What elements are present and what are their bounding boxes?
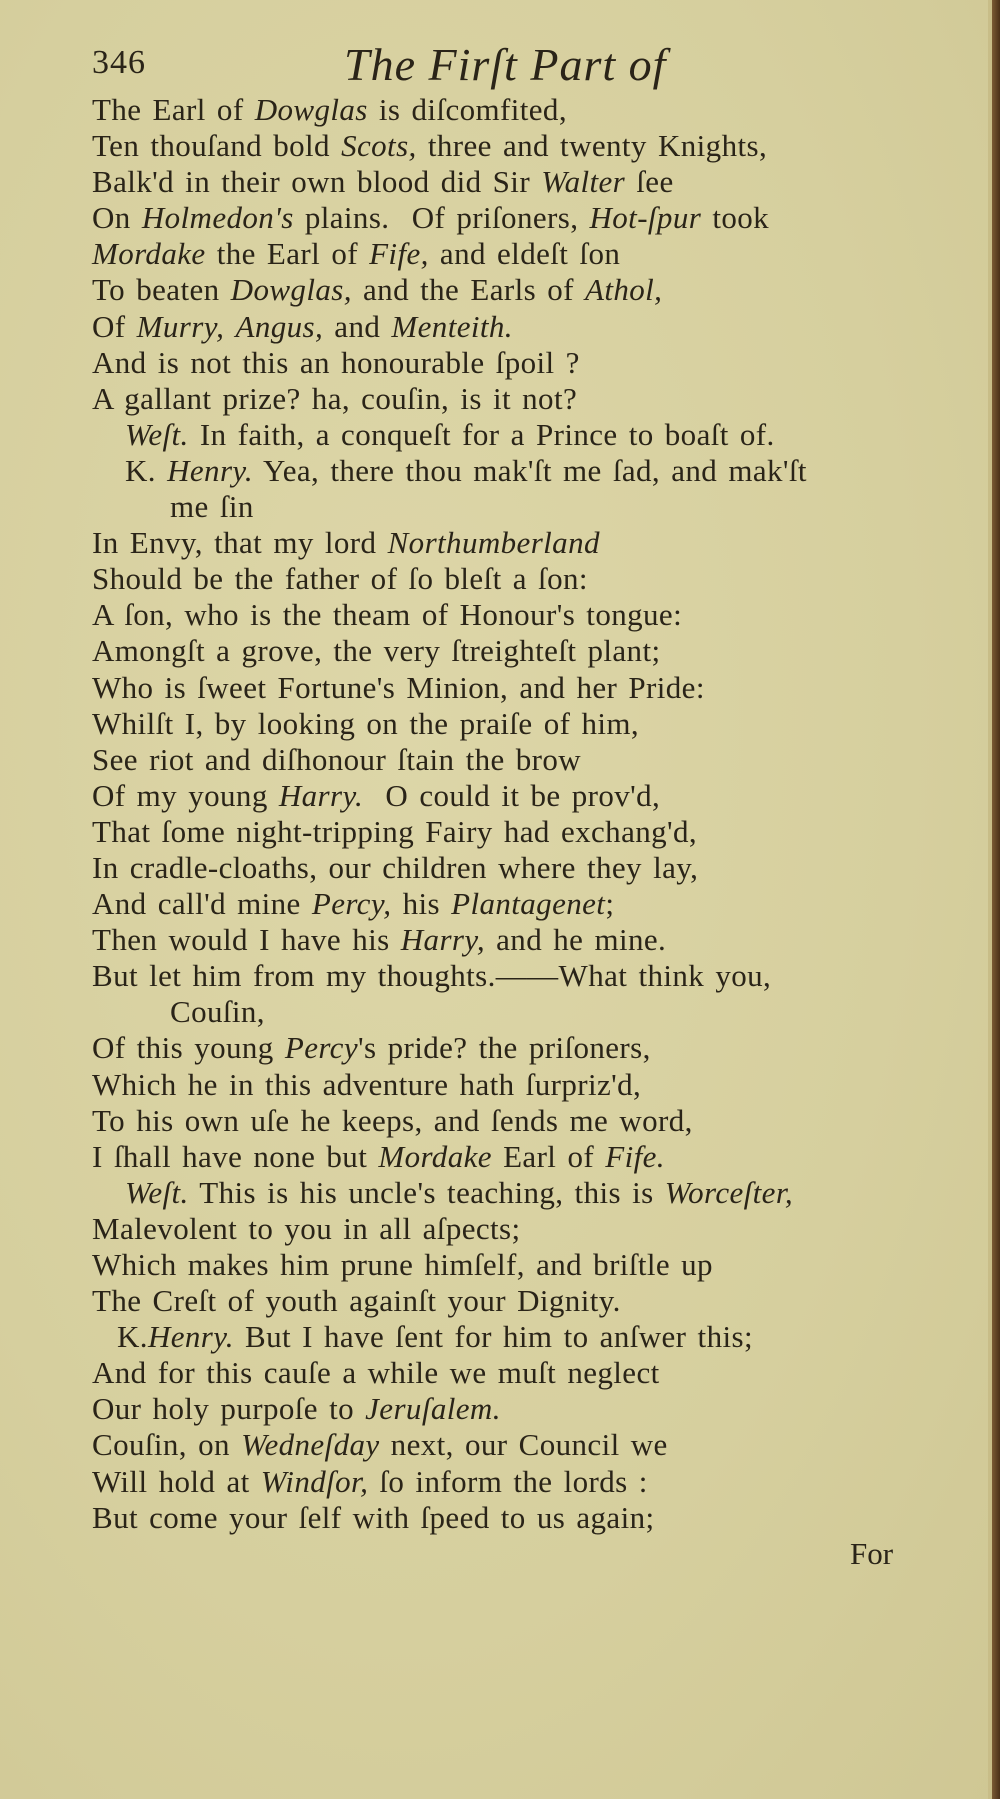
verse-line xyxy=(92,706,972,742)
line-text: Balk'd in their own blood did Sir xyxy=(92,164,542,200)
verse-line xyxy=(92,1427,972,1463)
line-text: The Creſt of youth againſt your Dignity. xyxy=(92,1283,621,1319)
line-text: next, our Council we xyxy=(379,1427,668,1463)
verse-line xyxy=(92,561,972,597)
italic-name: Plantagenet xyxy=(451,886,606,922)
italic-name: Dowglas, xyxy=(230,272,352,308)
italic-name: Holmedon's xyxy=(141,200,294,236)
line-text: The Earl of xyxy=(92,92,255,127)
verse-line xyxy=(92,200,972,236)
line-text: I ſhall have none but xyxy=(92,1138,379,1174)
verse-line xyxy=(92,525,972,561)
line-text: Then would I have his xyxy=(92,922,401,958)
line-text: But come your ſelf with ſpeed to us again; xyxy=(92,1499,655,1535)
line-text: me ſin xyxy=(170,489,254,525)
verse-text xyxy=(92,92,972,1536)
line-text: and the Earls of xyxy=(351,272,585,308)
line-text: K. xyxy=(117,1319,148,1355)
line-text: Of this young xyxy=(92,1030,285,1066)
line-text: But let him from my thoughts.——What think you, xyxy=(92,958,772,994)
verse-line xyxy=(92,633,972,669)
line-text: Will hold at xyxy=(92,1463,261,1499)
line-text: Whilſt I, by looking on the praiſe of him, xyxy=(92,705,640,741)
verse-line xyxy=(92,994,972,1030)
verse-line xyxy=(92,1067,972,1103)
verse-line xyxy=(92,958,972,994)
verse-line xyxy=(92,164,972,200)
verse-line xyxy=(92,922,972,958)
verse-line xyxy=(92,742,972,778)
line-text: Which makes him prune himſelf, and briſtle up xyxy=(92,1247,713,1282)
line-text: Which he in this adventure hath ſurpriz'd, xyxy=(92,1066,642,1102)
line-text: and eldeſt ſon xyxy=(428,236,621,272)
line-text: K. xyxy=(125,452,168,488)
line-text: To beaten xyxy=(92,272,231,308)
line-text: This is his uncle's teaching, this is xyxy=(188,1174,665,1210)
verse-line xyxy=(92,1247,972,1283)
verse-line xyxy=(92,236,972,272)
italic-name: Murry, xyxy=(136,308,225,344)
verse-line xyxy=(92,309,972,345)
verse-line xyxy=(92,1139,972,1175)
italic-name: Henry. xyxy=(147,1319,234,1355)
italic-name: Mordake xyxy=(378,1138,492,1174)
running-title: The Firſt Part of xyxy=(344,39,667,90)
verse-line xyxy=(92,1464,972,1500)
line-text: O could it be prov'd, xyxy=(363,777,661,813)
line-text: In cradle-cloaths, our children where they lay, xyxy=(92,849,699,885)
line-text: the Earl of xyxy=(205,236,370,272)
italic-name: Henry. xyxy=(167,452,254,488)
line-text: took xyxy=(701,200,770,236)
line-text: Couſin, xyxy=(170,994,265,1030)
verse-line xyxy=(92,128,972,164)
italic-name: Athol, xyxy=(584,272,663,308)
line-text: Who is ſweet Fortune's Minion, and her Pride: xyxy=(92,669,705,705)
line-text: Our holy purpoſe to xyxy=(92,1391,366,1427)
line-text xyxy=(224,309,235,344)
line-text: But I have ſent for him to anſwer this; xyxy=(233,1319,753,1355)
line-text: To his own uſe he keeps, and ſends me word, xyxy=(92,1102,693,1138)
italic-name: Windſor, xyxy=(260,1463,369,1499)
verse-line xyxy=(92,272,972,308)
line-text: In faith, a conqueſt for a Prince to boaſt of. xyxy=(188,416,775,452)
line-text: Malevolent to you in all aſpects; xyxy=(92,1210,521,1246)
line-text: and xyxy=(323,308,392,344)
italic-name: Mordake xyxy=(92,236,206,272)
verse-line xyxy=(92,1355,972,1391)
verse-line xyxy=(92,345,972,381)
page-header xyxy=(92,38,892,88)
italic-name: Jeruſalem. xyxy=(365,1391,501,1427)
line-text: 's pride? the priſoners, xyxy=(358,1030,651,1066)
verse-line xyxy=(92,814,972,850)
italic-name: Worceſter, xyxy=(664,1174,794,1210)
verse-line xyxy=(92,850,972,886)
line-text: On xyxy=(92,200,142,236)
catchword: For xyxy=(850,1536,894,1571)
verse-line xyxy=(92,1030,972,1066)
verse-line xyxy=(92,381,972,417)
line-text: Should be the father of ſo bleſt a ſon: xyxy=(92,561,588,597)
italic-name: Scots, xyxy=(341,128,417,164)
verse-line xyxy=(92,1319,972,1355)
italic-name: Hot-ſpur xyxy=(589,200,702,236)
italic-name: Weſt. xyxy=(125,416,189,452)
line-text: A gallant prize? ha, couſin, is it not? xyxy=(92,380,578,416)
line-text: and he mine. xyxy=(484,922,667,958)
italic-name: Angus, xyxy=(235,308,324,344)
verse-line xyxy=(92,489,972,525)
verse-line xyxy=(92,1211,972,1247)
verse-line xyxy=(92,1283,972,1319)
italic-name: Weſt. xyxy=(125,1174,189,1210)
italic-name: Percy xyxy=(284,1030,358,1066)
line-text: Ten thouſand bold xyxy=(92,128,342,164)
italic-name: Wedneſday xyxy=(241,1427,380,1463)
line-text: And for this cauſe a while we muſt neglect xyxy=(92,1355,660,1391)
line-text: In Envy, that my lord xyxy=(92,525,388,561)
line-text: Earl of xyxy=(491,1138,606,1174)
italic-name: Fife. xyxy=(605,1138,665,1174)
italic-name: Harry. xyxy=(278,777,364,813)
line-text: Yea, there thou mak'ſt me ſad, and mak'ſt xyxy=(253,452,807,488)
verse-line xyxy=(92,1500,972,1536)
verse-line xyxy=(92,92,972,128)
italic-name: Harry, xyxy=(400,922,485,958)
verse-line xyxy=(92,886,972,922)
line-text: That ſome night-tripping Fairy had exchang'd, xyxy=(92,813,698,849)
verse-line xyxy=(92,1103,972,1139)
line-text: three and twenty Knights, xyxy=(416,128,768,164)
line-text: And call'd mine xyxy=(92,886,312,922)
italic-name: Walter xyxy=(541,164,626,200)
line-text: ; xyxy=(605,886,615,922)
line-text: A ſon, who is the theam of Honour's tongue: xyxy=(92,597,683,633)
line-text: Of xyxy=(92,308,137,344)
verse-line xyxy=(92,778,972,814)
page-number: 346 xyxy=(92,44,146,81)
verse-line xyxy=(92,670,972,706)
line-text: his xyxy=(391,886,452,922)
verse-line xyxy=(92,1391,972,1427)
italic-name: Northumberland xyxy=(387,525,600,561)
line-text: ſo inform the lords : xyxy=(368,1463,648,1499)
verse-line xyxy=(92,417,972,453)
verse-line xyxy=(92,453,972,489)
line-text: Couſin, on xyxy=(92,1427,242,1463)
verse-line xyxy=(92,1175,972,1211)
line-text: is diſcomfited, xyxy=(367,92,567,127)
verse-line xyxy=(92,597,972,633)
line-text: Amongſt a grove, the very ſtreighteſt plant; xyxy=(92,633,661,669)
line-text: And is not this an honourable ſpoil ? xyxy=(92,344,580,380)
line-text: See riot and diſhonour ſtain the brow xyxy=(92,741,582,777)
italic-name: Percy, xyxy=(311,886,392,922)
line-text: plains. Of priſoners, xyxy=(293,200,590,236)
page-edge xyxy=(992,0,1000,1799)
italic-name: Fife, xyxy=(369,236,429,272)
italic-name: Menteith. xyxy=(391,308,513,344)
italic-name: Dowglas xyxy=(254,92,368,127)
line-text: Of my young xyxy=(92,777,279,813)
line-text: ſee xyxy=(625,164,674,200)
